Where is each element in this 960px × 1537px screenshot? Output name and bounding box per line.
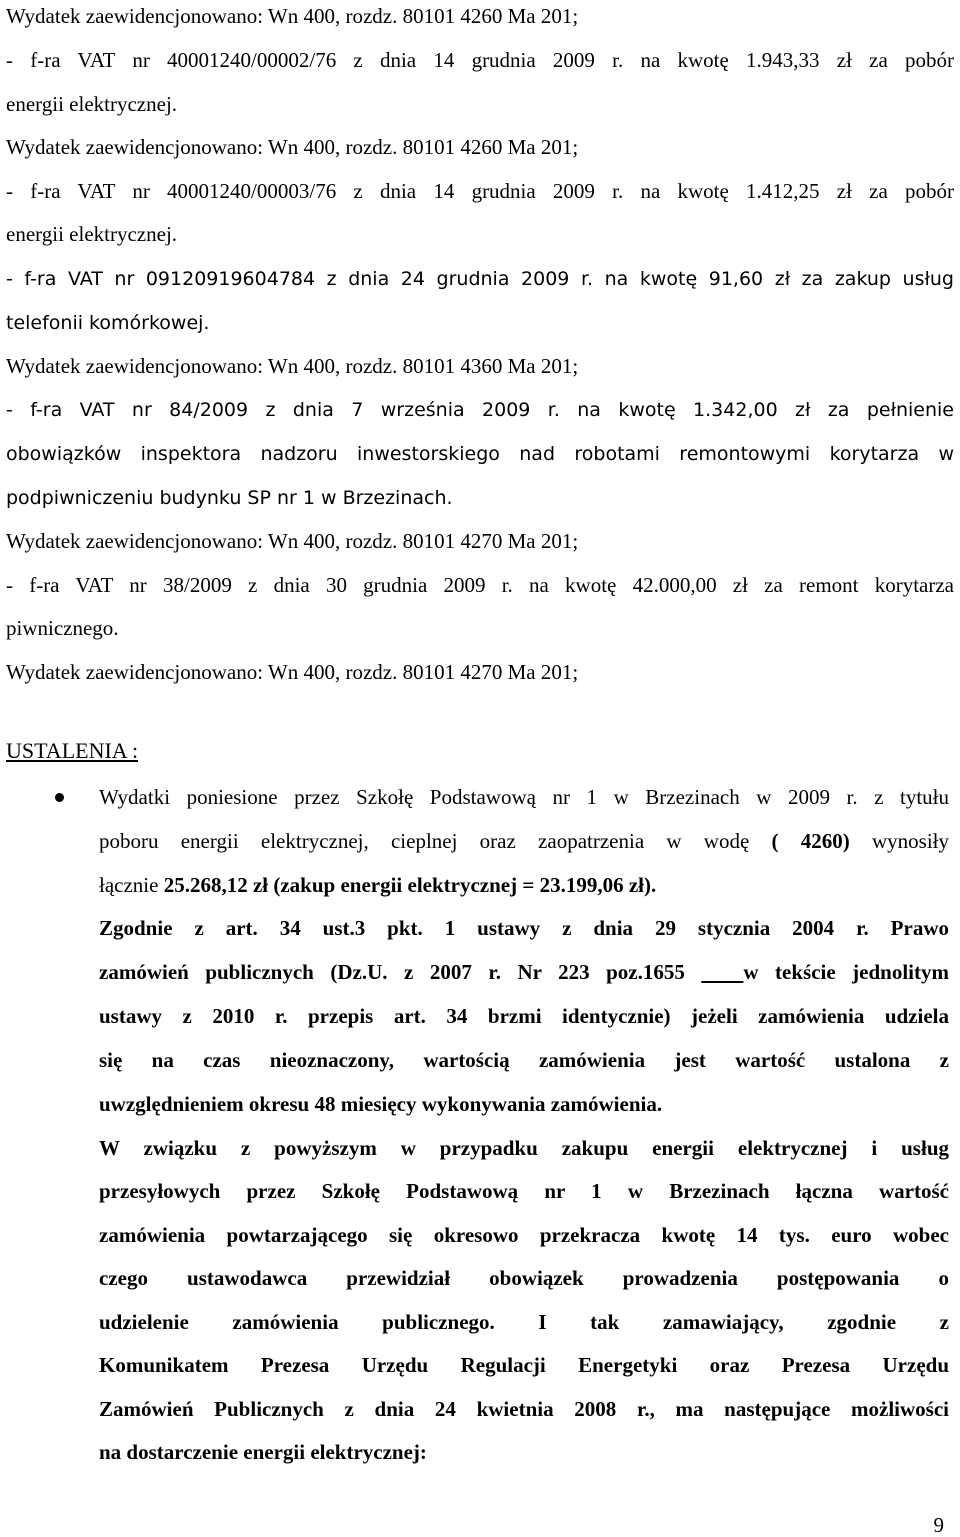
text-line: Wydatek zaewidencjonowano: Wn 400, rozdz. 80101 4270 Ma 201;: [6, 660, 579, 684]
bullet-text-bold: 25.268,12 zł (zakup energii elektrycznej = 23.199,06 zł).: [163, 873, 657, 897]
text-line: piwnicznego.: [6, 616, 119, 640]
text-line: - f-ra VAT nr 09120919604784 z dnia 24 grudnia 2009 r. na kwotę 91,60 zł za zakup usług: [6, 268, 954, 290]
bullet-text: wynosiły: [849, 829, 949, 853]
text-line: podpiwniczeniu budynku SP nr 1 w Brzezinach.: [6, 487, 453, 509]
bullet-line: udzielenie zamówienia publicznego. I tak zamawiający, zgodnie z: [99, 1310, 949, 1334]
bullet-text-bold: ( 4260): [771, 829, 850, 853]
text-line: Wydatek zaewidencjonowano: Wn 400, rozdz. 80101 4270 Ma 201;: [6, 529, 579, 553]
bullet-text: zamówień publicznych (Dz.U. z 2007 r. Nr 223 poz.1655: [99, 960, 702, 984]
bullet-line: czego ustawodawca przewidział obowiązek prowadzenia postępowania o: [99, 1266, 949, 1290]
bullet-text: poboru energii elektrycznej, cieplnej oraz zaopatrzenia w wodę: [99, 829, 772, 853]
section-heading: USTALENIA :: [6, 738, 139, 763]
bullet-line: przesyłowych przez Szkołę Podstawową nr 1 w Brzezinach łączna wartość: [99, 1179, 949, 1203]
text-line: Wydatek zaewidencjonowano: Wn 400, rozdz. 80101 4260 Ma 201;: [6, 135, 579, 159]
bullet-text: w tekście jednolitym: [743, 960, 950, 984]
bullet-line: się na czas nieoznaczony, wartością zamówienia jest wartość ustalona z: [99, 1048, 949, 1072]
text-line: energii elektrycznej.: [6, 92, 178, 116]
bullet-line: Zamówień Publicznych z dnia 24 kwietnia 2008 r., ma następujące możliwości: [99, 1397, 949, 1421]
bullet-line: na dostarczenie energii elektrycznej:: [99, 1440, 427, 1464]
bullet-line: W związku z powyższym w przypadku zakupu energii elektrycznej i usług: [99, 1136, 949, 1160]
text-line: obowiązków inspektora nadzoru inwestorskiego nad robotami remontowymi korytarza w: [6, 443, 954, 465]
bullet-line: [99, 827, 949, 855]
text-line: Wydatek zaewidencjonowano: Wn 400, rozdz. 80101 4360 Ma 201;: [6, 354, 579, 378]
text-line: - f-ra VAT nr 38/2009 z dnia 30 grudnia 2009 r. na kwotę 42.000,00 zł za remont korytarza: [6, 573, 954, 597]
text-line: telefonii komórkowej.: [6, 312, 210, 334]
bullet-line: uwzględnieniem okresu 48 miesięcy wykonywania zamówienia.: [99, 1092, 663, 1116]
bullet-line: Zgodnie z art. 34 ust.3 pkt. 1 ustawy z dnia 29 stycznia 2004 r. Prawo: [99, 916, 949, 940]
bullet-line: [99, 871, 949, 899]
text-line: energii elektrycznej.: [6, 222, 178, 246]
bullet-text-underline: [701, 960, 743, 984]
bullet-line: [99, 958, 949, 986]
text-line: - f-ra VAT nr 84/2009 z dnia 7 września 2009 r. na kwotę 1.342,00 zł za pełnienie: [6, 399, 954, 421]
bullet-line: ustawy z 2010 r. przepis art. 34 brzmi identycznie) jeżeli zamówienia udziela: [99, 1004, 949, 1028]
bullet-icon: [55, 793, 64, 802]
page-number: 9: [933, 1513, 944, 1537]
bullet-text: łącznie: [99, 873, 164, 897]
text-line: - f-ra VAT nr 40001240/00003/76 z dnia 14 grudnia 2009 r. na kwotę 1.412,25 zł za pobór: [6, 179, 954, 203]
bullet-line: Wydatki poniesione przez Szkołę Podstawową nr 1 w Brzezinach w 2009 r. z tytułu: [99, 785, 949, 809]
text-line: Wydatek zaewidencjonowano: Wn 400, rozdz. 80101 4260 Ma 201;: [6, 4, 579, 28]
bullet-line: Komunikatem Prezesa Urzędu Regulacji Energetyki oraz Prezesa Urzędu: [99, 1353, 949, 1377]
text-line: - f-ra VAT nr 40001240/00002/76 z dnia 14 grudnia 2009 r. na kwotę 1.943,33 zł za pobór: [6, 48, 954, 72]
bullet-line: zamówienia powtarzającego się okresowo przekracza kwotę 14 tys. euro wobec: [99, 1223, 949, 1247]
